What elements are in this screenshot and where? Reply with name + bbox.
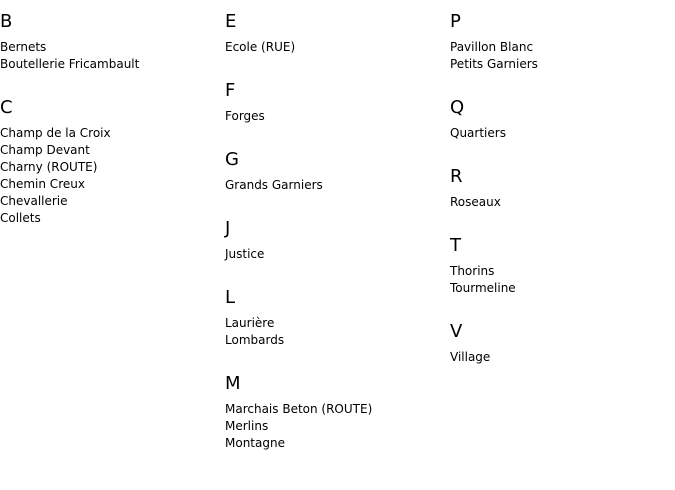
letter-group-f	[225, 69, 450, 125]
street-link[interactable]: Boutellerie Fricambault	[0, 57, 140, 71]
letter-heading: Q	[450, 97, 465, 118]
street-list	[0, 39, 225, 73]
letter-group-j	[225, 207, 450, 263]
letter-heading: E	[225, 11, 237, 32]
street-link[interactable]: Forges	[225, 109, 265, 123]
street-link[interactable]: Quartiers	[450, 126, 506, 140]
street-link[interactable]: Lombards	[225, 333, 285, 347]
letter-group-m	[225, 362, 450, 452]
street-link[interactable]: Laurière	[225, 316, 275, 330]
letter-group-p	[450, 0, 675, 73]
letter-heading: C	[0, 97, 13, 118]
street-link[interactable]: Petits Garniers	[450, 57, 538, 71]
letter-heading: T	[450, 235, 461, 256]
street-link[interactable]: Chevallerie	[0, 194, 68, 208]
letter-heading: L	[225, 287, 236, 308]
street-list	[450, 194, 675, 211]
street-link[interactable]: Collets	[0, 211, 41, 225]
street-link[interactable]: Merlins	[225, 419, 269, 433]
street-list	[225, 177, 450, 194]
street-link[interactable]: Chemin Creux	[0, 177, 85, 191]
street-link[interactable]: Charny (ROUTE)	[0, 160, 98, 174]
letter-group-t	[450, 224, 675, 297]
letter-group-q	[450, 86, 675, 142]
street-link[interactable]: Tourmeline	[450, 281, 516, 295]
letter-group-r	[450, 155, 675, 211]
letter-heading: R	[450, 166, 463, 187]
street-link[interactable]: Thorins	[450, 264, 495, 278]
street-list	[225, 401, 450, 452]
street-link[interactable]: Pavillon Blanc	[450, 40, 534, 54]
street-list	[450, 349, 675, 366]
letter-group-g	[225, 138, 450, 194]
street-link[interactable]: Champ de la Croix	[0, 126, 111, 140]
street-list	[450, 125, 675, 142]
street-list	[225, 39, 450, 56]
letter-heading: V	[450, 321, 463, 342]
letter-group-e	[225, 0, 450, 56]
letter-group-c	[0, 86, 225, 227]
street-index-column-3	[450, 0, 675, 379]
street-link[interactable]: Champ Devant	[0, 143, 90, 157]
letter-heading: M	[225, 373, 241, 394]
street-link[interactable]: Bernets	[0, 40, 47, 54]
street-link[interactable]: Village	[450, 350, 491, 364]
letter-heading: P	[450, 11, 461, 32]
street-index-column-1	[0, 0, 225, 240]
letter-group-l	[225, 276, 450, 349]
street-link[interactable]: Marchais Beton (ROUTE)	[225, 402, 373, 416]
letter-heading: F	[225, 80, 236, 101]
street-link[interactable]: Justice	[225, 247, 265, 261]
street-list	[0, 125, 225, 227]
letter-group-v	[450, 310, 675, 366]
letter-heading: J	[225, 218, 231, 239]
street-list	[225, 315, 450, 349]
street-list	[450, 39, 675, 73]
street-list	[450, 263, 675, 297]
street-link[interactable]: Roseaux	[450, 195, 501, 209]
street-list	[225, 108, 450, 125]
letter-group-b	[0, 0, 225, 73]
street-index-column-2	[225, 0, 450, 465]
letter-heading: B	[0, 11, 13, 32]
street-link[interactable]: Grands Garniers	[225, 178, 323, 192]
street-link[interactable]: Montagne	[225, 436, 285, 450]
street-list	[225, 246, 450, 263]
letter-heading: G	[225, 149, 239, 170]
street-link[interactable]: Ecole (RUE)	[225, 40, 296, 54]
